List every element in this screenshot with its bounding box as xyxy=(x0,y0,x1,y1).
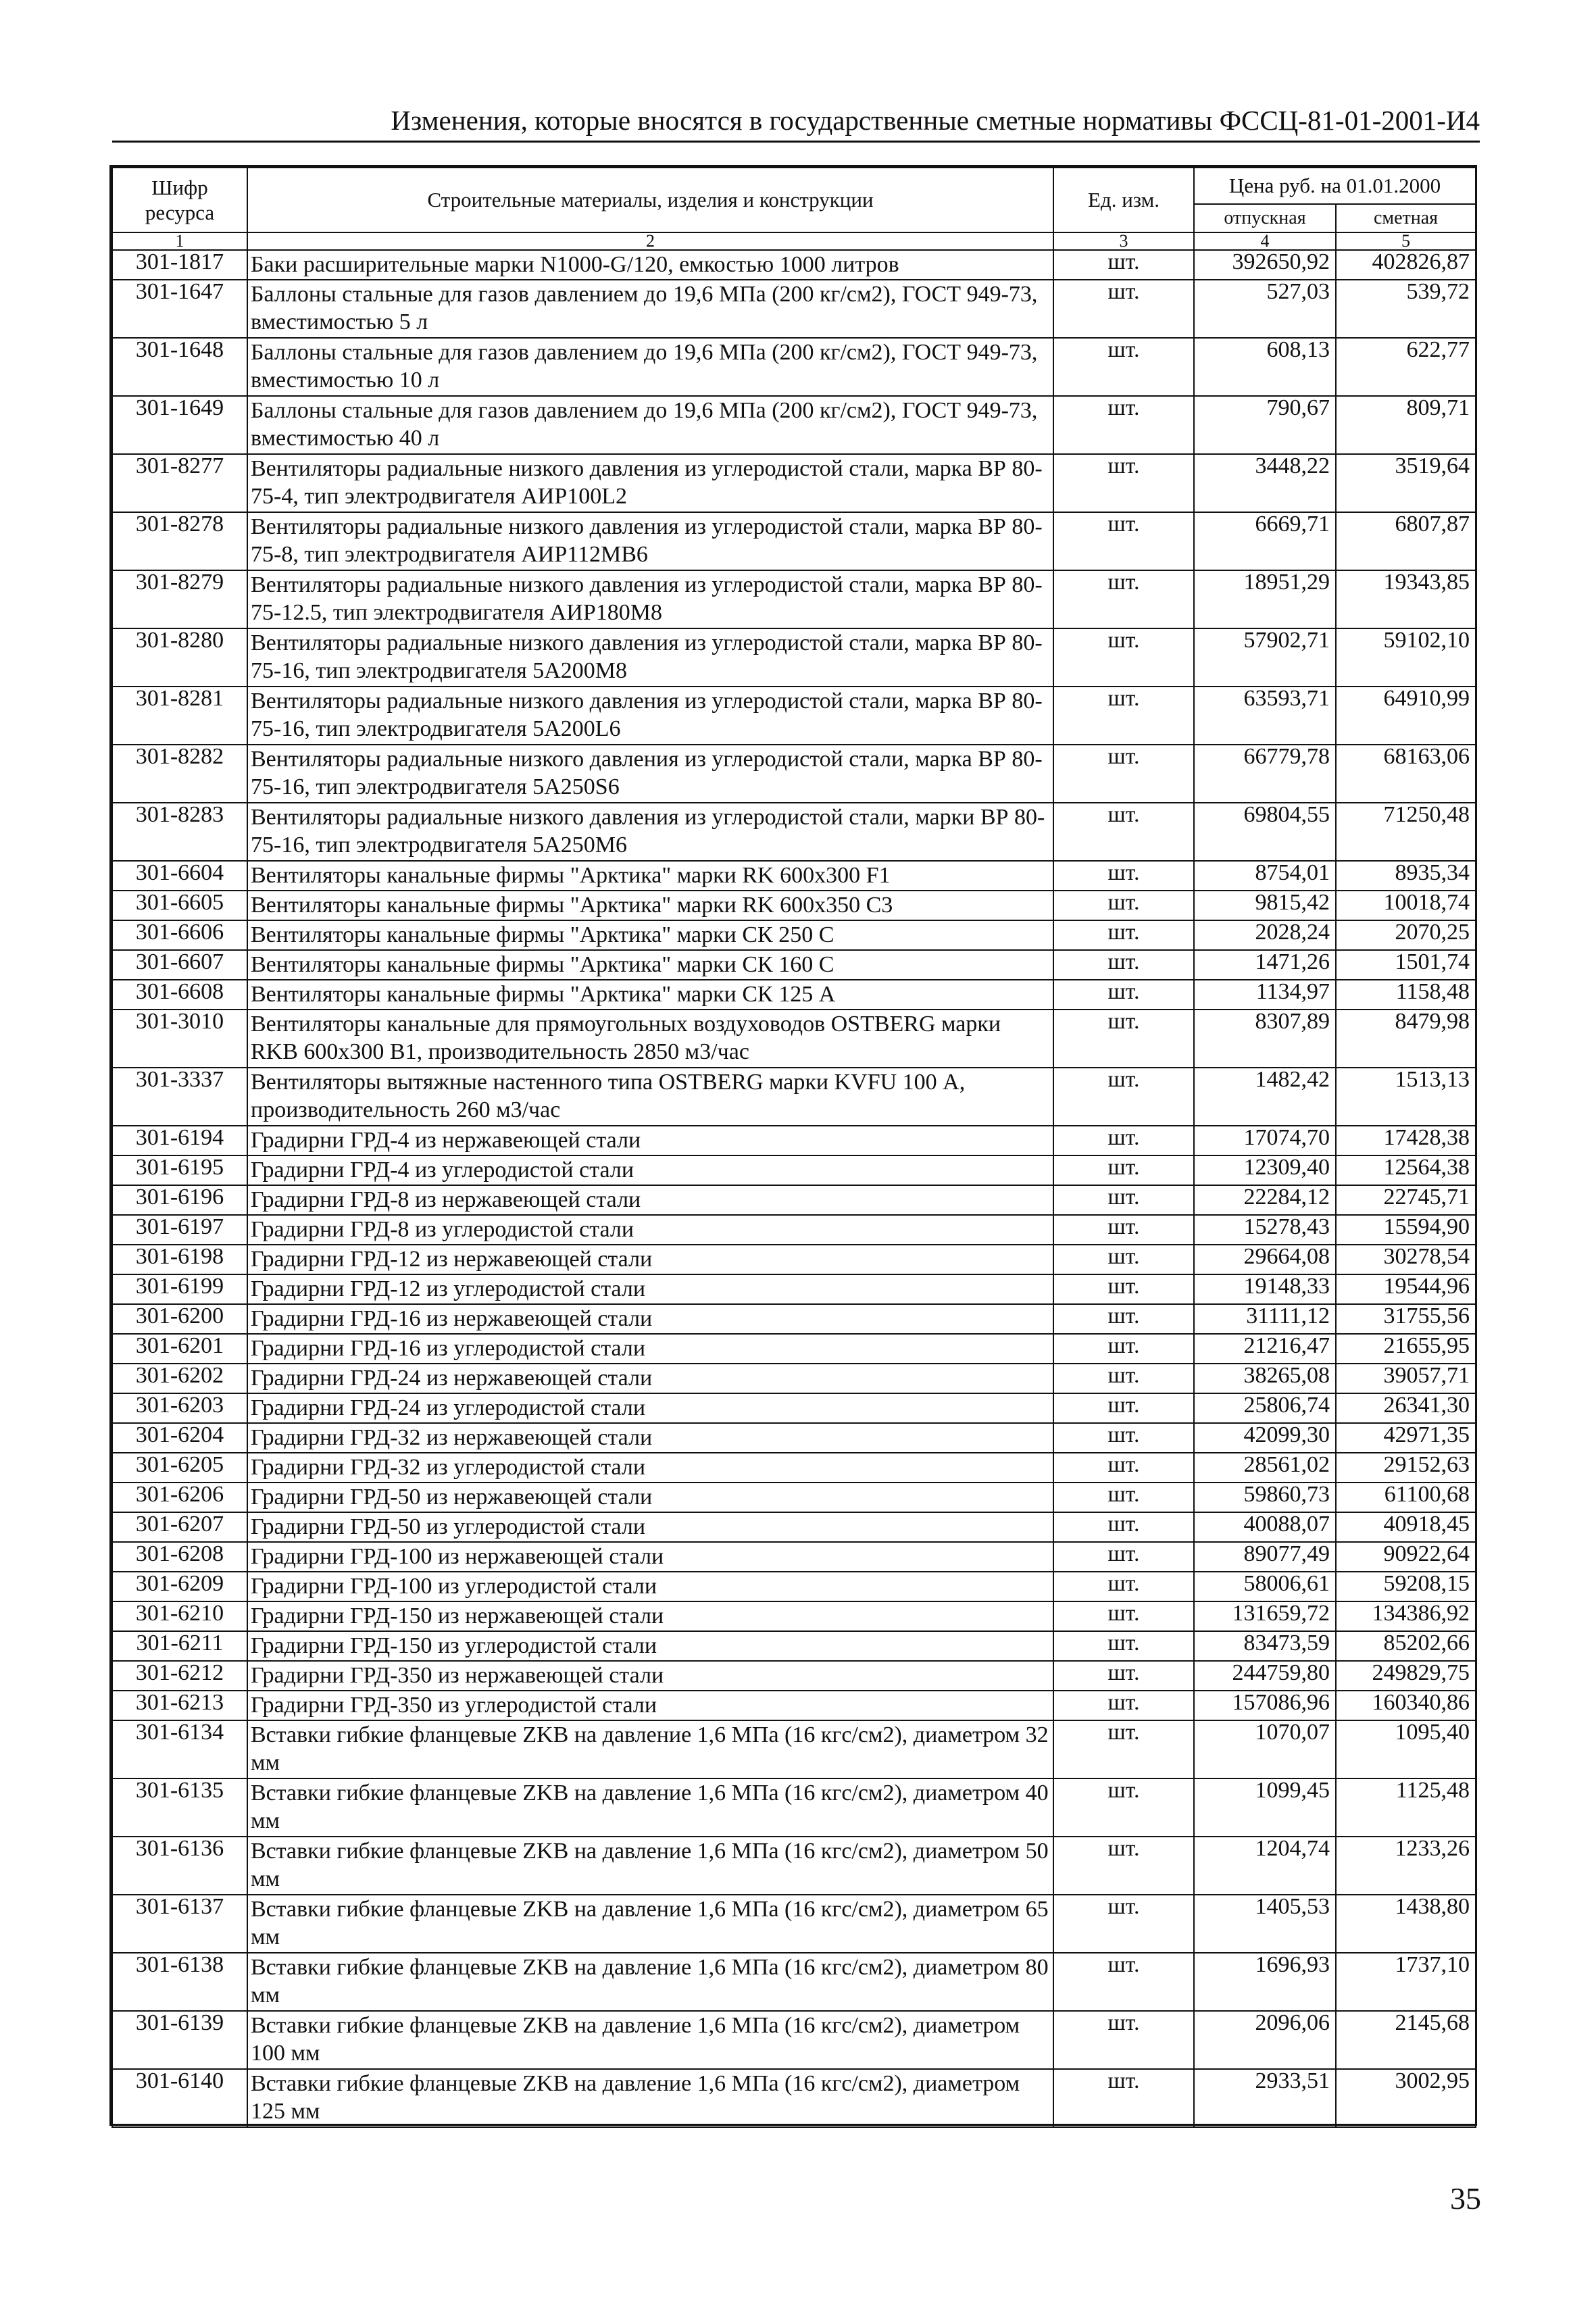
material-name-cell: Вентиляторы радиальные низкого давления из углеродистой стали, марки ВР 80-75-16, тип электродвигателя 5А250М6 xyxy=(247,803,1053,861)
resource-code-cell: 301-6202 xyxy=(112,1364,247,1393)
page-header: Изменения, которые вносятся в государственные сметные нормативы ФССЦ-81-01-2001-И4 xyxy=(391,105,1480,136)
unit-cell: шт. xyxy=(1053,950,1194,980)
estimate-price-cell: 12564,38 xyxy=(1336,1155,1476,1185)
unit-cell: шт. xyxy=(1053,1274,1194,1304)
resource-code-cell: 301-6196 xyxy=(112,1185,247,1215)
col-header-code: Шифр ресурса xyxy=(112,168,247,232)
table-row xyxy=(112,1572,1476,1601)
release-price-cell: 392650,92 xyxy=(1194,250,1336,280)
resource-code-cell: 301-6136 xyxy=(112,1837,247,1895)
table-row xyxy=(112,280,1476,338)
unit-cell: шт. xyxy=(1053,920,1194,950)
unit-cell: шт. xyxy=(1053,512,1194,570)
release-price-cell: 1134,97 xyxy=(1194,980,1336,1010)
release-price-cell: 157086,96 xyxy=(1194,1691,1336,1720)
resource-code-cell: 301-6212 xyxy=(112,1661,247,1691)
table-row xyxy=(112,1512,1476,1542)
unit-cell: шт. xyxy=(1053,280,1194,338)
material-name-cell: Баллоны стальные для газов давлением до 19,6 МПа (200 кг/см2), ГОСТ 949-73, вместимостью 5 л xyxy=(247,280,1053,338)
release-price-cell: 1099,45 xyxy=(1194,1778,1336,1837)
table-row xyxy=(112,250,1476,280)
table-row xyxy=(112,950,1476,980)
table-row xyxy=(112,1010,1476,1068)
unit-cell: шт. xyxy=(1053,1423,1194,1453)
material-name-cell: Градирни ГРД-32 из углеродистой стали xyxy=(247,1453,1053,1483)
price-table-container xyxy=(109,165,1477,2126)
release-price-cell: 40088,07 xyxy=(1194,1512,1336,1542)
estimate-price-cell: 21655,95 xyxy=(1336,1334,1476,1364)
unit-cell: шт. xyxy=(1053,1661,1194,1691)
resource-code-cell: 301-6140 xyxy=(112,2069,247,2127)
table-row xyxy=(112,1274,1476,1304)
resource-code-cell: 301-6139 xyxy=(112,2011,247,2069)
unit-cell: шт. xyxy=(1053,1304,1194,1334)
release-price-cell: 69804,55 xyxy=(1194,803,1336,861)
column-number-row xyxy=(112,232,1476,250)
table-row xyxy=(112,2011,1476,2069)
unit-cell: шт. xyxy=(1053,980,1194,1010)
unit-cell: шт. xyxy=(1053,1215,1194,1245)
material-name-cell: Вставки гибкие фланцевые ZKB на давление 1,6 МПа (16 кгс/см2), диаметром 80 мм xyxy=(247,1953,1053,2011)
table-row xyxy=(112,1126,1476,1155)
estimate-price-cell: 134386,92 xyxy=(1336,1601,1476,1631)
table-row xyxy=(112,1691,1476,1720)
unit-cell: шт. xyxy=(1053,745,1194,803)
table-row xyxy=(112,512,1476,570)
table-row xyxy=(112,1423,1476,1453)
release-price-cell: 28561,02 xyxy=(1194,1453,1336,1483)
unit-cell: шт. xyxy=(1053,1483,1194,1512)
estimate-price-cell: 809,71 xyxy=(1336,396,1476,454)
estimate-price-cell: 19343,85 xyxy=(1336,570,1476,628)
table-row xyxy=(112,570,1476,628)
resource-code-cell: 301-6197 xyxy=(112,1215,247,1245)
release-price-cell: 1482,42 xyxy=(1194,1068,1336,1126)
estimate-price-cell: 1438,80 xyxy=(1336,1895,1476,1953)
release-price-cell: 25806,74 xyxy=(1194,1393,1336,1423)
estimate-price-cell: 26341,30 xyxy=(1336,1393,1476,1423)
resource-code-cell: 301-6199 xyxy=(112,1274,247,1304)
material-name-cell: Градирни ГРД-50 из углеродистой стали xyxy=(247,1512,1053,1542)
unit-cell: шт. xyxy=(1053,1953,1194,2011)
resource-code-cell: 301-6203 xyxy=(112,1393,247,1423)
material-name-cell: Градирни ГРД-24 из углеродистой стали xyxy=(247,1393,1053,1423)
release-price-cell: 608,13 xyxy=(1194,338,1336,396)
release-price-cell: 244759,80 xyxy=(1194,1661,1336,1691)
release-price-cell: 8307,89 xyxy=(1194,1010,1336,1068)
estimate-price-cell: 1737,10 xyxy=(1336,1953,1476,2011)
unit-cell: шт. xyxy=(1053,1364,1194,1393)
estimate-price-cell: 249829,75 xyxy=(1336,1661,1476,1691)
unit-cell: шт. xyxy=(1053,628,1194,687)
material-name-cell: Вставки гибкие фланцевые ZKB на давление 1,6 МПа (16 кгс/см2), диаметром 100 мм xyxy=(247,2011,1053,2069)
resource-code-cell: 301-3010 xyxy=(112,1010,247,1068)
material-name-cell: Градирни ГРД-16 из нержавеющей стали xyxy=(247,1304,1053,1334)
resource-code-cell: 301-6207 xyxy=(112,1512,247,1542)
table-row xyxy=(112,745,1476,803)
resource-code-cell: 301-6206 xyxy=(112,1483,247,1512)
estimate-price-cell: 1095,40 xyxy=(1336,1720,1476,1778)
release-price-cell: 790,67 xyxy=(1194,396,1336,454)
estimate-price-cell: 59208,15 xyxy=(1336,1572,1476,1601)
table-row xyxy=(112,687,1476,745)
resource-code-cell: 301-6204 xyxy=(112,1423,247,1453)
table-row xyxy=(112,920,1476,950)
release-price-cell: 89077,49 xyxy=(1194,1542,1336,1572)
table-row xyxy=(112,1483,1476,1512)
unit-cell: шт. xyxy=(1053,396,1194,454)
material-name-cell: Градирни ГРД-16 из углеродистой стали xyxy=(247,1334,1053,1364)
resource-code-cell: 301-6607 xyxy=(112,950,247,980)
unit-cell: шт. xyxy=(1053,1837,1194,1895)
release-price-cell: 2028,24 xyxy=(1194,920,1336,950)
resource-code-cell: 301-1649 xyxy=(112,396,247,454)
estimate-price-cell: 61100,68 xyxy=(1336,1483,1476,1512)
estimate-price-cell: 90922,64 xyxy=(1336,1542,1476,1572)
material-name-cell: Градирни ГРД-50 из нержавеющей стали xyxy=(247,1483,1053,1512)
release-price-cell: 1070,07 xyxy=(1194,1720,1336,1778)
resource-code-cell: 301-6138 xyxy=(112,1953,247,2011)
table-row xyxy=(112,1837,1476,1895)
release-price-cell: 59860,73 xyxy=(1194,1483,1336,1512)
resource-code-cell: 301-8282 xyxy=(112,745,247,803)
table-row xyxy=(112,980,1476,1010)
header-rule xyxy=(112,141,1480,143)
table-header xyxy=(112,168,1476,250)
col-header-release-price: отпускная xyxy=(1194,204,1336,232)
unit-cell: шт. xyxy=(1053,1185,1194,1215)
estimate-price-cell: 30278,54 xyxy=(1336,1245,1476,1274)
release-price-cell: 8754,01 xyxy=(1194,861,1336,891)
unit-cell: шт. xyxy=(1053,1393,1194,1423)
unit-cell: шт. xyxy=(1053,891,1194,920)
material-name-cell: Вставки гибкие фланцевые ZKB на давление 1,6 МПа (16 кгс/см2), диаметром 32 мм xyxy=(247,1720,1053,1778)
unit-cell: шт. xyxy=(1053,861,1194,891)
estimate-price-cell: 64910,99 xyxy=(1336,687,1476,745)
unit-cell: шт. xyxy=(1053,454,1194,512)
unit-cell: шт. xyxy=(1053,1691,1194,1720)
material-name-cell: Градирни ГРД-12 из углеродистой стали xyxy=(247,1274,1053,1304)
material-name-cell: Градирни ГРД-150 из нержавеющей стали xyxy=(247,1601,1053,1631)
release-price-cell: 63593,71 xyxy=(1194,687,1336,745)
resource-code-cell: 301-6606 xyxy=(112,920,247,950)
column-number: 4 xyxy=(1194,232,1336,250)
resource-code-cell: 301-6205 xyxy=(112,1453,247,1483)
release-price-cell: 131659,72 xyxy=(1194,1601,1336,1631)
col-header-unit: Ед. изм. xyxy=(1053,168,1194,232)
estimate-price-cell: 19544,96 xyxy=(1336,1274,1476,1304)
material-name-cell: Вставки гибкие фланцевые ZKB на давление 1,6 МПа (16 кгс/см2), диаметром 50 мм xyxy=(247,1837,1053,1895)
release-price-cell: 9815,42 xyxy=(1194,891,1336,920)
material-name-cell: Вставки гибкие фланцевые ZKB на давление 1,6 МПа (16 кгс/см2), диаметром 40 мм xyxy=(247,1778,1053,1837)
unit-cell: шт. xyxy=(1053,1068,1194,1126)
release-price-cell: 21216,47 xyxy=(1194,1334,1336,1364)
material-name-cell: Вентиляторы радиальные низкого давления из углеродистой стали, марка ВР 80-75-16, тип электродвигателя 5А200М8 xyxy=(247,628,1053,687)
unit-cell: шт. xyxy=(1053,1453,1194,1483)
estimate-price-cell: 22745,71 xyxy=(1336,1185,1476,1215)
release-price-cell: 22284,12 xyxy=(1194,1185,1336,1215)
estimate-price-cell: 539,72 xyxy=(1336,280,1476,338)
column-number: 3 xyxy=(1053,232,1194,250)
table-row xyxy=(112,1542,1476,1572)
table-row xyxy=(112,396,1476,454)
estimate-price-cell: 160340,86 xyxy=(1336,1691,1476,1720)
resource-code-cell: 301-1647 xyxy=(112,280,247,338)
table-row xyxy=(112,891,1476,920)
resource-code-cell: 301-6605 xyxy=(112,891,247,920)
table-row xyxy=(112,454,1476,512)
table-row xyxy=(112,1334,1476,1364)
release-price-cell: 6669,71 xyxy=(1194,512,1336,570)
material-name-cell: Градирни ГРД-24 из нержавеющей стали xyxy=(247,1364,1053,1393)
unit-cell: шт. xyxy=(1053,250,1194,280)
estimate-price-cell: 71250,48 xyxy=(1336,803,1476,861)
estimate-price-cell: 1125,48 xyxy=(1336,1778,1476,1837)
estimate-price-cell: 1513,13 xyxy=(1336,1068,1476,1126)
release-price-cell: 1204,74 xyxy=(1194,1837,1336,1895)
material-name-cell: Вентиляторы вытяжные настенного типа OSTBERG марки KVFU 100 А, производительность 260 м3/час xyxy=(247,1068,1053,1126)
material-name-cell: Градирни ГРД-100 из нержавеющей стали xyxy=(247,1542,1053,1572)
material-name-cell: Вентиляторы радиальные низкого давления из углеродистой стали, марка ВР 80-75-16, тип электродвигателя 5А250S6 xyxy=(247,745,1053,803)
material-name-cell: Вентиляторы канальные фирмы "Арктика" марки RK 600x300 F1 xyxy=(247,861,1053,891)
resource-code-cell: 301-1817 xyxy=(112,250,247,280)
resource-code-cell: 301-6200 xyxy=(112,1304,247,1334)
release-price-cell: 66779,78 xyxy=(1194,745,1336,803)
material-name-cell: Баллоны стальные для газов давлением до 19,6 МПа (200 кг/см2), ГОСТ 949-73, вместимостью 10 л xyxy=(247,338,1053,396)
release-price-cell: 15278,43 xyxy=(1194,1215,1336,1245)
table-row xyxy=(112,1185,1476,1215)
table-row xyxy=(112,628,1476,687)
release-price-cell: 527,03 xyxy=(1194,280,1336,338)
material-name-cell: Градирни ГРД-8 из нержавеющей стали xyxy=(247,1185,1053,1215)
resource-code-cell: 301-6194 xyxy=(112,1126,247,1155)
release-price-cell: 42099,30 xyxy=(1194,1423,1336,1453)
resource-code-cell: 301-6213 xyxy=(112,1691,247,1720)
material-name-cell: Градирни ГРД-4 из углеродистой стали xyxy=(247,1155,1053,1185)
table-row xyxy=(112,1215,1476,1245)
release-price-cell: 38265,08 xyxy=(1194,1364,1336,1393)
estimate-price-cell: 622,77 xyxy=(1336,338,1476,396)
release-price-cell: 1696,93 xyxy=(1194,1953,1336,2011)
col-header-price-group: Цена руб. на 01.01.2000 xyxy=(1194,168,1476,204)
estimate-price-cell: 15594,90 xyxy=(1336,1215,1476,1245)
material-name-cell: Вентиляторы канальные фирмы "Арктика" марки СК 160 С xyxy=(247,950,1053,980)
resource-code-cell: 301-6195 xyxy=(112,1155,247,1185)
estimate-price-cell: 29152,63 xyxy=(1336,1453,1476,1483)
resource-code-cell: 301-6135 xyxy=(112,1778,247,1837)
resource-code-cell: 301-1648 xyxy=(112,338,247,396)
estimate-price-cell: 3519,64 xyxy=(1336,454,1476,512)
material-name-cell: Градирни ГРД-12 из нержавеющей стали xyxy=(247,1245,1053,1274)
unit-cell: шт. xyxy=(1053,1720,1194,1778)
material-name-cell: Баллоны стальные для газов давлением до 19,6 МПа (200 кг/см2), ГОСТ 949-73, вместимостью 40 л xyxy=(247,396,1053,454)
release-price-cell: 2096,06 xyxy=(1194,2011,1336,2069)
price-table xyxy=(111,167,1476,2128)
release-price-cell: 83473,59 xyxy=(1194,1631,1336,1661)
unit-cell: шт. xyxy=(1053,2011,1194,2069)
estimate-price-cell: 8479,98 xyxy=(1336,1010,1476,1068)
table-row xyxy=(112,1661,1476,1691)
table-body xyxy=(112,250,1476,2127)
release-price-cell: 12309,40 xyxy=(1194,1155,1336,1185)
unit-cell: шт. xyxy=(1053,687,1194,745)
estimate-price-cell: 68163,06 xyxy=(1336,745,1476,803)
estimate-price-cell: 42971,35 xyxy=(1336,1423,1476,1453)
unit-cell: шт. xyxy=(1053,1155,1194,1185)
table-row xyxy=(112,1778,1476,1837)
column-number: 2 xyxy=(247,232,1053,250)
material-name-cell: Вентиляторы канальные фирмы "Арктика" марки СК 125 А xyxy=(247,980,1053,1010)
estimate-price-cell: 402826,87 xyxy=(1336,250,1476,280)
release-price-cell: 1405,53 xyxy=(1194,1895,1336,1953)
estimate-price-cell: 1158,48 xyxy=(1336,980,1476,1010)
release-price-cell: 18951,29 xyxy=(1194,570,1336,628)
material-name-cell: Вентиляторы канальные для прямоугольных воздуховодов OSTBERG марки RKB 600x300 B1, производительность 2850 м3/час xyxy=(247,1010,1053,1068)
table-row xyxy=(112,1364,1476,1393)
resource-code-cell: 301-6209 xyxy=(112,1572,247,1601)
release-price-cell: 58006,61 xyxy=(1194,1572,1336,1601)
unit-cell: шт. xyxy=(1053,2069,1194,2127)
table-row xyxy=(112,803,1476,861)
col-header-name: Строительные материалы, изделия и конструкции xyxy=(247,168,1053,232)
unit-cell: шт. xyxy=(1053,1572,1194,1601)
table-row xyxy=(112,1304,1476,1334)
estimate-price-cell: 8935,34 xyxy=(1336,861,1476,891)
material-name-cell: Вентиляторы радиальные низкого давления из углеродистой стали, марка ВР 80-75-4, тип электродвигателя АИР100L2 xyxy=(247,454,1053,512)
material-name-cell: Градирни ГРД-350 из углеродистой стали xyxy=(247,1691,1053,1720)
unit-cell: шт. xyxy=(1053,1334,1194,1364)
resource-code-cell: 301-8279 xyxy=(112,570,247,628)
estimate-price-cell: 1233,26 xyxy=(1336,1837,1476,1895)
table-row xyxy=(112,338,1476,396)
estimate-price-cell: 2145,68 xyxy=(1336,2011,1476,2069)
unit-cell: шт. xyxy=(1053,1010,1194,1068)
estimate-price-cell: 59102,10 xyxy=(1336,628,1476,687)
table-row xyxy=(112,1953,1476,2011)
resource-code-cell: 301-8283 xyxy=(112,803,247,861)
estimate-price-cell: 1501,74 xyxy=(1336,950,1476,980)
release-price-cell: 57902,71 xyxy=(1194,628,1336,687)
resource-code-cell: 301-6134 xyxy=(112,1720,247,1778)
unit-cell: шт. xyxy=(1053,1126,1194,1155)
material-name-cell: Градирни ГРД-32 из нержавеющей стали xyxy=(247,1423,1053,1453)
resource-code-cell: 301-6198 xyxy=(112,1245,247,1274)
material-name-cell: Вентиляторы радиальные низкого давления из углеродистой стали, марка ВР 80-75-12.5, тип электродвигателя АИР180М8 xyxy=(247,570,1053,628)
resource-code-cell: 301-6604 xyxy=(112,861,247,891)
estimate-price-cell: 6807,87 xyxy=(1336,512,1476,570)
unit-cell: шт. xyxy=(1053,1542,1194,1572)
table-row xyxy=(112,2069,1476,2127)
estimate-price-cell: 10018,74 xyxy=(1336,891,1476,920)
table-row xyxy=(112,1720,1476,1778)
resource-code-cell: 301-8280 xyxy=(112,628,247,687)
release-price-cell: 3448,22 xyxy=(1194,454,1336,512)
estimate-price-cell: 31755,56 xyxy=(1336,1304,1476,1334)
unit-cell: шт. xyxy=(1053,1601,1194,1631)
material-name-cell: Вентиляторы радиальные низкого давления из углеродистой стали, марка ВР 80-75-8, тип электродвигателя АИР112МВ6 xyxy=(247,512,1053,570)
table-row xyxy=(112,1068,1476,1126)
page-number: 35 xyxy=(1450,2181,1481,2216)
material-name-cell: Градирни ГРД-150 из углеродистой стали xyxy=(247,1631,1053,1661)
resource-code-cell: 301-3337 xyxy=(112,1068,247,1126)
release-price-cell: 29664,08 xyxy=(1194,1245,1336,1274)
release-price-cell: 31111,12 xyxy=(1194,1304,1336,1334)
resource-code-cell: 301-6208 xyxy=(112,1542,247,1572)
table-row xyxy=(112,1601,1476,1631)
resource-code-cell: 301-8281 xyxy=(112,687,247,745)
column-number: 5 xyxy=(1336,232,1476,250)
release-price-cell: 17074,70 xyxy=(1194,1126,1336,1155)
unit-cell: шт. xyxy=(1053,803,1194,861)
unit-cell: шт. xyxy=(1053,570,1194,628)
table-row xyxy=(112,1895,1476,1953)
material-name-cell: Баки расширительные марки N1000-G/120, емкостью 1000 литров xyxy=(247,250,1053,280)
table-row xyxy=(112,1453,1476,1483)
resource-code-cell: 301-8277 xyxy=(112,454,247,512)
table-row xyxy=(112,1155,1476,1185)
estimate-price-cell: 39057,71 xyxy=(1336,1364,1476,1393)
material-name-cell: Градирни ГРД-100 из углеродистой стали xyxy=(247,1572,1053,1601)
estimate-price-cell: 2070,25 xyxy=(1336,920,1476,950)
material-name-cell: Градирни ГРД-350 из нержавеющей стали xyxy=(247,1661,1053,1691)
table-row xyxy=(112,1393,1476,1423)
unit-cell: шт. xyxy=(1053,1512,1194,1542)
release-price-cell: 1471,26 xyxy=(1194,950,1336,980)
column-number: 1 xyxy=(112,232,247,250)
table-row xyxy=(112,861,1476,891)
material-name-cell: Вставки гибкие фланцевые ZKB на давление 1,6 МПа (16 кгс/см2), диаметром 125 мм xyxy=(247,2069,1053,2127)
resource-code-cell: 301-6210 xyxy=(112,1601,247,1631)
col-header-estimate-price: сметная xyxy=(1336,204,1476,232)
resource-code-cell: 301-6137 xyxy=(112,1895,247,1953)
resource-code-cell: 301-6201 xyxy=(112,1334,247,1364)
resource-code-cell: 301-8278 xyxy=(112,512,247,570)
estimate-price-cell: 3002,95 xyxy=(1336,2069,1476,2127)
material-name-cell: Градирни ГРД-8 из углеродистой стали xyxy=(247,1215,1053,1245)
resource-code-cell: 301-6608 xyxy=(112,980,247,1010)
table-row xyxy=(112,1245,1476,1274)
release-price-cell: 2933,51 xyxy=(1194,2069,1336,2127)
estimate-price-cell: 17428,38 xyxy=(1336,1126,1476,1155)
material-name-cell: Вентиляторы радиальные низкого давления из углеродистой стали, марка ВР 80-75-16, тип электродвигателя 5А200L6 xyxy=(247,687,1053,745)
table-row xyxy=(112,1631,1476,1661)
unit-cell: шт. xyxy=(1053,1778,1194,1837)
estimate-price-cell: 85202,66 xyxy=(1336,1631,1476,1661)
resource-code-cell: 301-6211 xyxy=(112,1631,247,1661)
estimate-price-cell: 40918,45 xyxy=(1336,1512,1476,1542)
material-name-cell: Градирни ГРД-4 из нержавеющей стали xyxy=(247,1126,1053,1155)
unit-cell: шт. xyxy=(1053,1895,1194,1953)
unit-cell: шт. xyxy=(1053,1245,1194,1274)
material-name-cell: Вентиляторы канальные фирмы "Арктика" марки СК 250 С xyxy=(247,920,1053,950)
unit-cell: шт. xyxy=(1053,338,1194,396)
material-name-cell: Вставки гибкие фланцевые ZKB на давление 1,6 МПа (16 кгс/см2), диаметром 65 мм xyxy=(247,1895,1053,1953)
unit-cell: шт. xyxy=(1053,1631,1194,1661)
release-price-cell: 19148,33 xyxy=(1194,1274,1336,1304)
material-name-cell: Вентиляторы канальные фирмы "Арктика" марки RK 600x350 C3 xyxy=(247,891,1053,920)
